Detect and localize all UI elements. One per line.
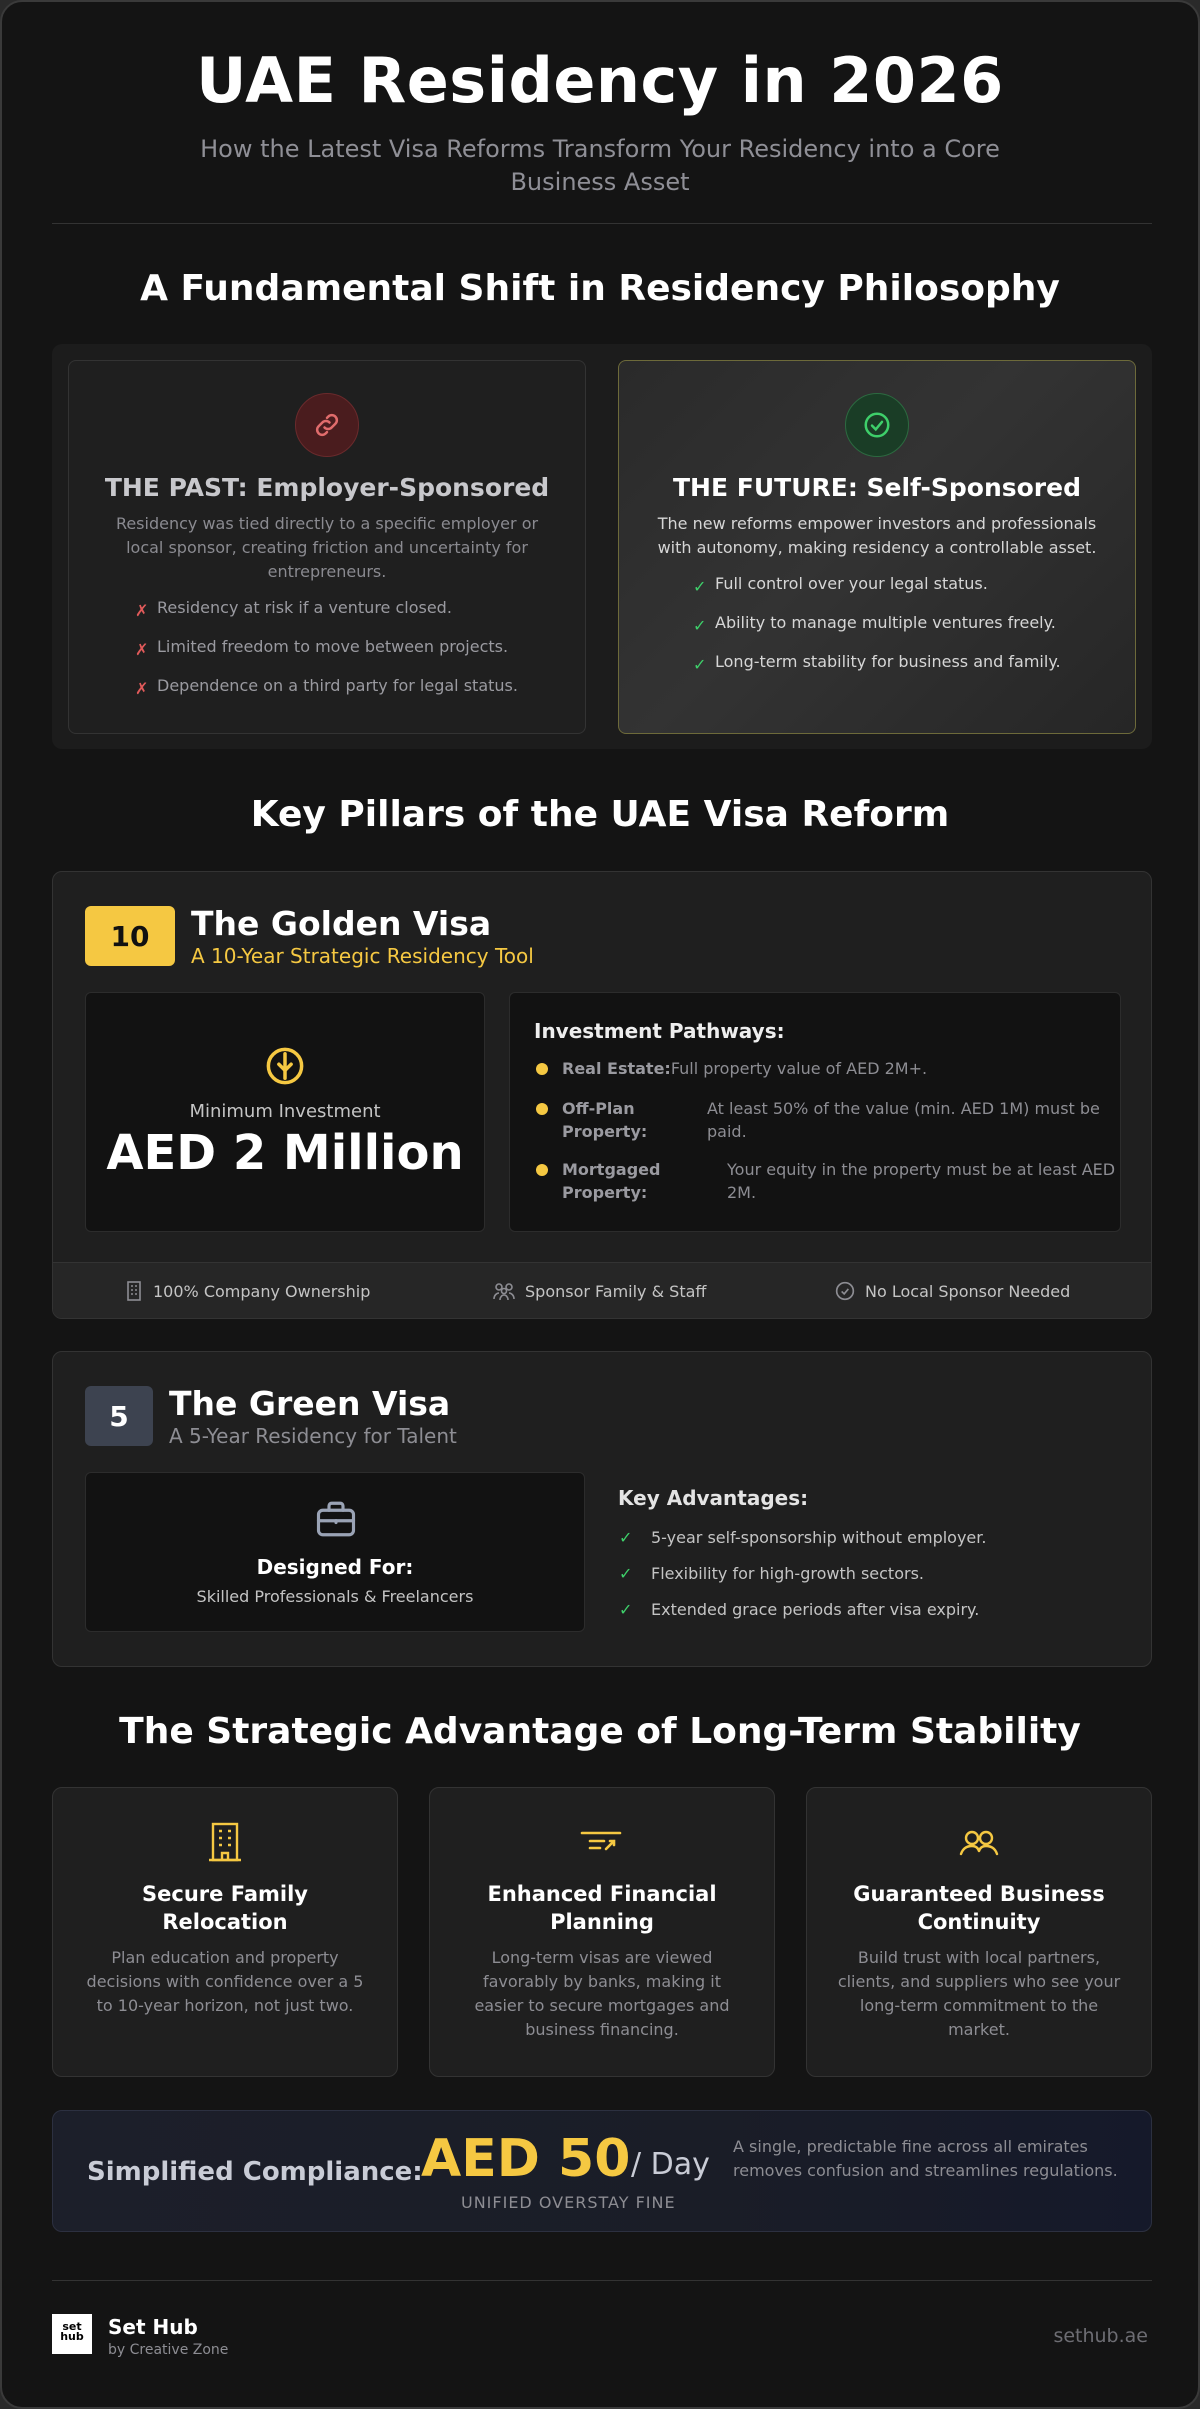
list-item: ✗ Residency at risk if a venture closed. bbox=[135, 598, 452, 620]
cross-icon: ✗ bbox=[135, 601, 149, 620]
designed-for-panel bbox=[85, 1472, 585, 1632]
check-circle-icon bbox=[845, 393, 909, 457]
compliance-amount: AED 50 bbox=[421, 2129, 631, 2189]
check-icon: ✓ bbox=[619, 1564, 633, 1583]
compliance-per: / Day bbox=[631, 2147, 710, 2182]
check-icon: ✓ bbox=[619, 1528, 633, 1547]
advantage-item: ✓ Flexibility for high-growth sectors. bbox=[619, 1564, 924, 1583]
golden-subtitle: A 10-Year Strategic Residency Tool bbox=[191, 944, 534, 968]
designed-for-desc: Skilled Professionals & Freelancers bbox=[196, 1587, 474, 1606]
list-item: ✓ Long-term stability for business and family. bbox=[693, 652, 1061, 674]
stability-section-title: The Strategic Advantage of Long-Term Stability bbox=[119, 1711, 1081, 1752]
advantage-desc: Build trust with local partners, clients, and suppliers who see your long-term commitment to the market. bbox=[837, 1948, 1121, 2039]
footer-divider bbox=[52, 2280, 1152, 2281]
compliance-desc: A single, predictable fine across all emirates removes confusion and streamlines regulations. bbox=[733, 2137, 1118, 2180]
pathway-row: Real Estate: Full property value of AED 2M+. bbox=[536, 1057, 927, 1080]
list-item: ✗ Dependence on a third party for legal status. bbox=[135, 676, 518, 698]
page-title: UAE Residency in 2026 bbox=[196, 44, 1004, 117]
advantage-title: Enhanced Financial Planning bbox=[487, 1882, 717, 1934]
future-card bbox=[618, 360, 1136, 734]
page-subtitle: How the Latest Visa Reforms Transform Your Residency into a Core Business Asset bbox=[200, 135, 1000, 196]
advantage-item: ✓ 5-year self-sponsorship without employer. bbox=[619, 1528, 987, 1547]
compliance-caption: UNIFIED OVERSTAY FINE bbox=[461, 2193, 676, 2212]
benefit-item: Sponsor Family & Staff bbox=[493, 1263, 706, 1319]
past-title: THE PAST: Employer-Sponsored bbox=[104, 473, 550, 502]
compliance-label: Simplified Compliance: bbox=[87, 2157, 423, 2187]
min-investment-label: Minimum Investment bbox=[189, 1101, 381, 1122]
past-card bbox=[68, 360, 586, 734]
cross-icon: ✗ bbox=[135, 679, 149, 698]
compliance-banner bbox=[52, 2110, 1152, 2232]
pathways-title: Investment Pathways: bbox=[534, 1019, 785, 1043]
designed-for-title: Designed For: bbox=[256, 1555, 414, 1579]
golden-title: The Golden Visa bbox=[191, 904, 492, 943]
advantage-card-continuity bbox=[806, 1787, 1152, 2077]
brand-name: Set Hub bbox=[108, 2315, 198, 2339]
benefit-item: No Local Sponsor Needed bbox=[835, 1263, 1070, 1319]
advantage-title: Secure Family Relocation bbox=[142, 1882, 308, 1934]
pillars-section-title: Key Pillars of the UAE Visa Reform bbox=[250, 794, 950, 835]
header bbox=[2, 2, 1198, 199]
pathway-row: Mortgaged Property: Your equity in the property must be at least AED 2M. bbox=[536, 1158, 1117, 1204]
advantage-item: ✓ Extended grace periods after visa expiry. bbox=[619, 1600, 980, 1619]
site-link[interactable]: sethub.ae bbox=[1053, 2325, 1148, 2347]
shift-section-title: A Fundamental Shift in Residency Philosophy bbox=[140, 268, 1060, 309]
list-item: ✓ Ability to manage multiple ventures freely. bbox=[693, 613, 1056, 635]
golden-visa-card bbox=[52, 871, 1152, 1319]
list-item: ✓ Full control over your legal status. bbox=[693, 574, 988, 596]
green-subtitle: A 5-Year Residency for Talent bbox=[169, 1424, 457, 1448]
brand-sub: by Creative Zone bbox=[108, 2342, 229, 2358]
future-list bbox=[693, 574, 1135, 675]
advantage-title: Guaranteed Business Continuity bbox=[853, 1882, 1105, 1934]
coin-icon bbox=[264, 1045, 306, 1091]
check-icon: ✓ bbox=[619, 1600, 633, 1619]
green-badge: 5 bbox=[85, 1386, 153, 1446]
key-advantages-title: Key Advantages: bbox=[618, 1486, 809, 1510]
advantage-desc: Plan education and property decisions with confidence over a 5 to 10-year horizon, not just two. bbox=[86, 1948, 364, 2015]
building-icon bbox=[125, 1281, 143, 1301]
investment-pathways-panel bbox=[509, 992, 1121, 1232]
benefit-item: 100% Company Ownership bbox=[125, 1263, 370, 1319]
min-investment-value: AED 2 Million bbox=[106, 1125, 464, 1181]
shift-comparison bbox=[52, 344, 1152, 749]
golden-badge: 10 bbox=[85, 906, 175, 966]
min-investment-panel bbox=[85, 992, 485, 1232]
family-icon bbox=[493, 1281, 515, 1301]
future-desc: The new reforms empower investors and professionals with autonomy, making residency a controllable asset. bbox=[657, 514, 1097, 557]
advantage-card-family bbox=[52, 1787, 398, 2077]
people-icon bbox=[955, 1818, 1003, 1866]
list-item: ✗ Limited freedom to move between projects. bbox=[135, 637, 509, 659]
sethub-logo: set hub bbox=[52, 2314, 92, 2354]
golden-benefits-strip bbox=[53, 1262, 1151, 1318]
green-title: The Green Visa bbox=[169, 1384, 451, 1423]
check-icon: ✓ bbox=[693, 655, 707, 674]
advantage-desc: Long-term visas are viewed favorably by banks, making it easier to secure mortgages and business financing. bbox=[474, 1948, 730, 2039]
past-list bbox=[135, 598, 585, 699]
briefcase-icon bbox=[315, 1499, 357, 1543]
advantage-card-finance bbox=[429, 1787, 775, 2077]
check-icon: ✓ bbox=[693, 616, 707, 635]
pathway-row: Off-Plan Property: At least 50% of the value (min. AED 1M) must be paid. bbox=[536, 1097, 1117, 1143]
future-title: THE FUTURE: Self-Sponsored bbox=[673, 473, 1081, 502]
link-icon bbox=[295, 393, 359, 457]
past-desc: Residency was tied directly to a specific employer or local sponsor, creating friction and uncertainty for entrepreneurs. bbox=[115, 514, 539, 581]
cross-icon: ✗ bbox=[135, 640, 149, 659]
building-icon bbox=[201, 1818, 249, 1866]
green-visa-card bbox=[52, 1351, 1152, 1667]
header-divider bbox=[52, 223, 1152, 224]
finance-icon bbox=[578, 1818, 626, 1866]
check-icon: ✓ bbox=[693, 577, 707, 596]
check-circle-icon bbox=[835, 1281, 855, 1301]
